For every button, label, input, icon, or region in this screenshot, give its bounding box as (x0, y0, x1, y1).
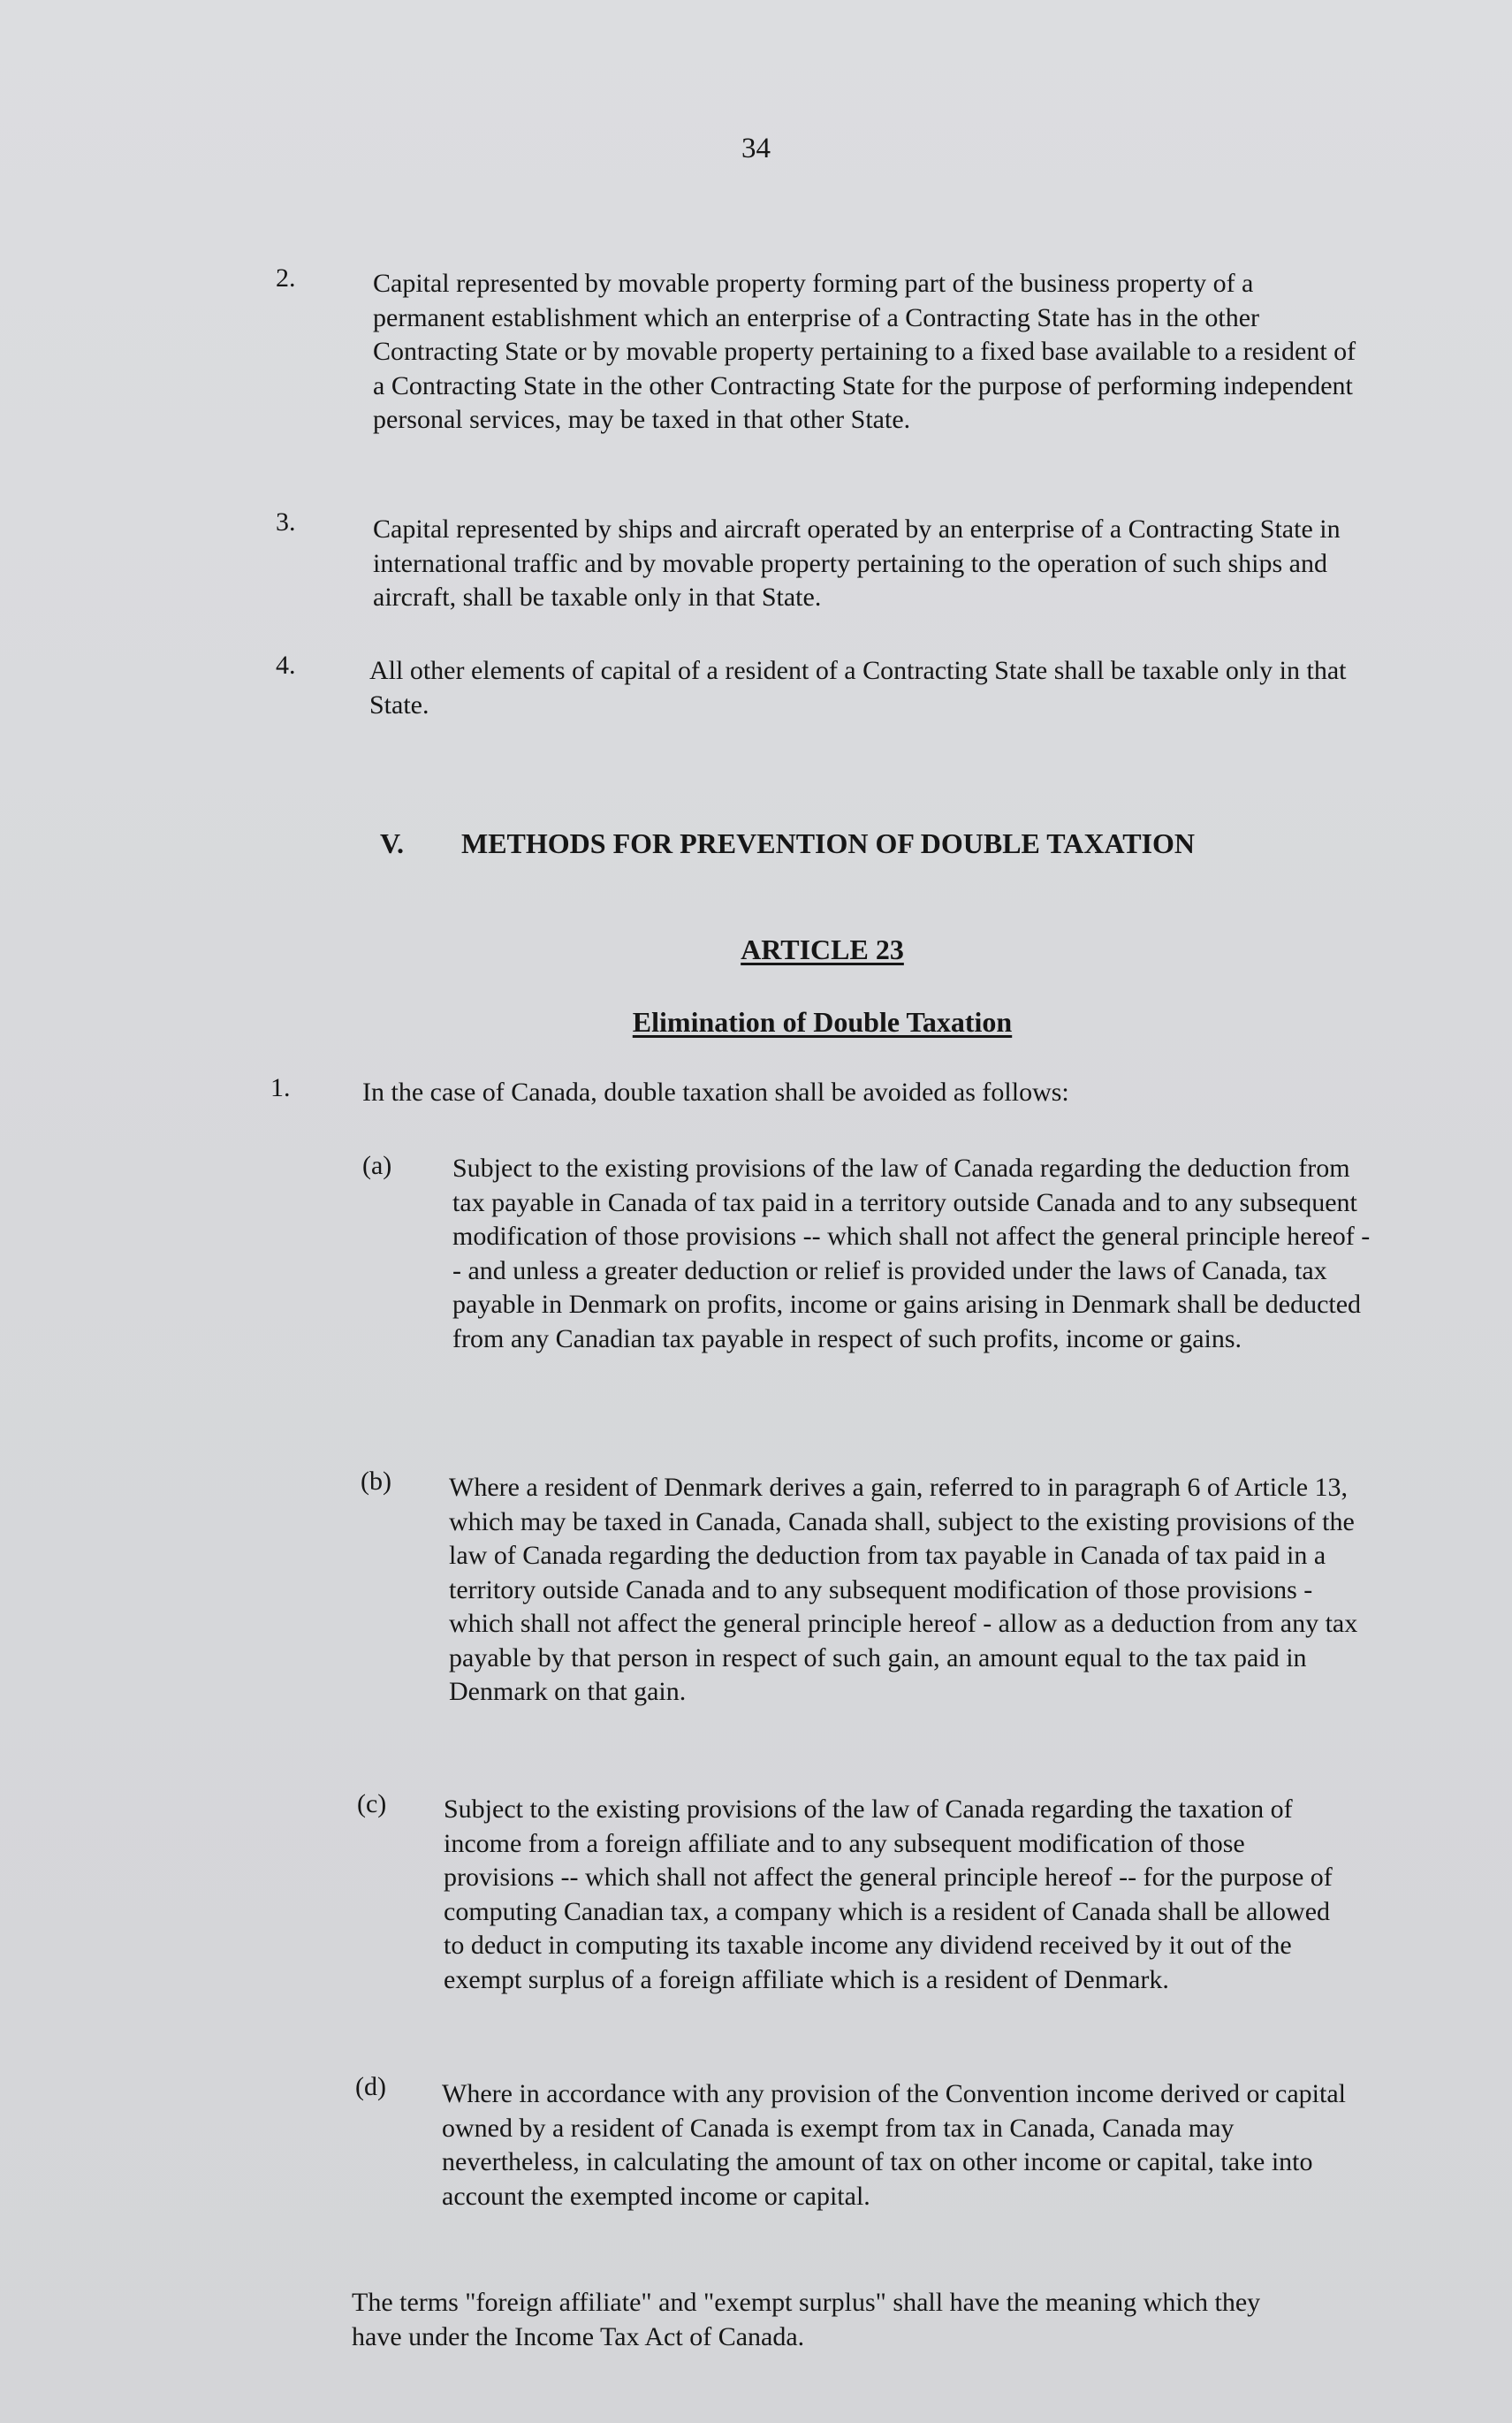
subparagraph-c-label: (c) (357, 1789, 387, 1818)
paragraph-3-number: 3. (276, 507, 296, 537)
paragraph-4-text: All other elements of capital of a resident of a Contracting State shall be taxable only in that State. (369, 656, 1347, 720)
article-title: ARTICLE 23 (741, 933, 904, 965)
section-number: V. (380, 827, 404, 859)
paragraph-4-number: 4. (276, 651, 296, 680)
subparagraph-a-label: (a) (362, 1151, 392, 1180)
subparagraph-d-label: (d) (355, 2072, 386, 2101)
subparagraph-d-text: Where in accordance with any provision of the Convention income derived or capital owned by a resident of Canada is exempt from tax in Canada, Canada may nevertheless, in calculating the amount of tax on other income or capital, take into account the exempted income or capital. (442, 2079, 1346, 2211)
page-number: 34 (741, 133, 771, 164)
article-subheading (66, 1006, 1512, 1039)
subparagraph-b-text: Where a resident of Denmark derives a gain, referred to in paragraph 6 of Article 13, which may be taxed in Canada, Canada shall, subject to the existing provisions of the law of Canada regarding the deduction from tax payable in Canada of tax paid in a territory outside Canada and to any subsequent modification of those provisions - which shall not affect the general principle hereof - allow as a deduction from any tax payable by that person in respect of such gain, an amount equal to the tax paid in Denmark on that gain. (449, 1473, 1358, 1706)
subparagraph-a-text: Subject to the existing provisions of the law of Canada regarding the deduction from tax payable in Canada of tax paid in a territory outside Canada and to any subsequent modification of those provisions -- which shall not affect the general principle hereof -- and unless a greater deduction or relief is provided under the laws of Canada, tax payable in Denmark on profits, income or gains arising in Denmark shall be deducted from any Canadian tax payable in respect of such profits, income or gains. (452, 1154, 1371, 1353)
article-paragraph-1-text: In the case of Canada, double taxation shall be avoided as follows: (362, 1078, 1069, 1107)
paragraph-3-text: Capital represented by ships and aircraft operated by an enterprise of a Contracting State in international traffic and by movable property pertaining to the operation of such ships and aircraft, shall be taxable only in that State. (373, 514, 1341, 612)
article-heading (66, 933, 1512, 966)
paragraph-2-text: Capital represented by movable property forming part of the business property of a permanent establishment which an enterprise of a Contracting State has in the other Contracting State or by movable property pertaining to a fixed base available to a resident of a Contracting State in the other Contracting State for the purpose of performing independent personal services, may be taxed in that other State. (373, 269, 1356, 434)
section-title: METHODS FOR PREVENTION OF DOUBLE TAXATION (461, 827, 1196, 859)
closing-paragraph: The terms "foreign affiliate" and "exempt surplus" shall have the meaning which they have under the Income Tax Act of Canada. (352, 2288, 1261, 2351)
article-subtitle: Elimination of Double Taxation (632, 1006, 1013, 1038)
article-paragraph-1-number: 1. (270, 1073, 291, 1102)
subparagraph-c-text: Subject to the existing provisions of the law of Canada regarding the taxation of income from a foreign affiliate and to any subsequent modification of those provisions -- which shall not affect the general principle hereof -- for the purpose of computing Canadian tax, a company which is a resident of Canada shall be allowed to deduct in computing its taxable income any dividend received by it out of the exempt surplus of a foreign affiliate which is a resident of Denmark. (444, 1794, 1333, 1994)
paragraph-2-number: 2. (276, 263, 296, 293)
subparagraph-b-label: (b) (361, 1467, 391, 1496)
